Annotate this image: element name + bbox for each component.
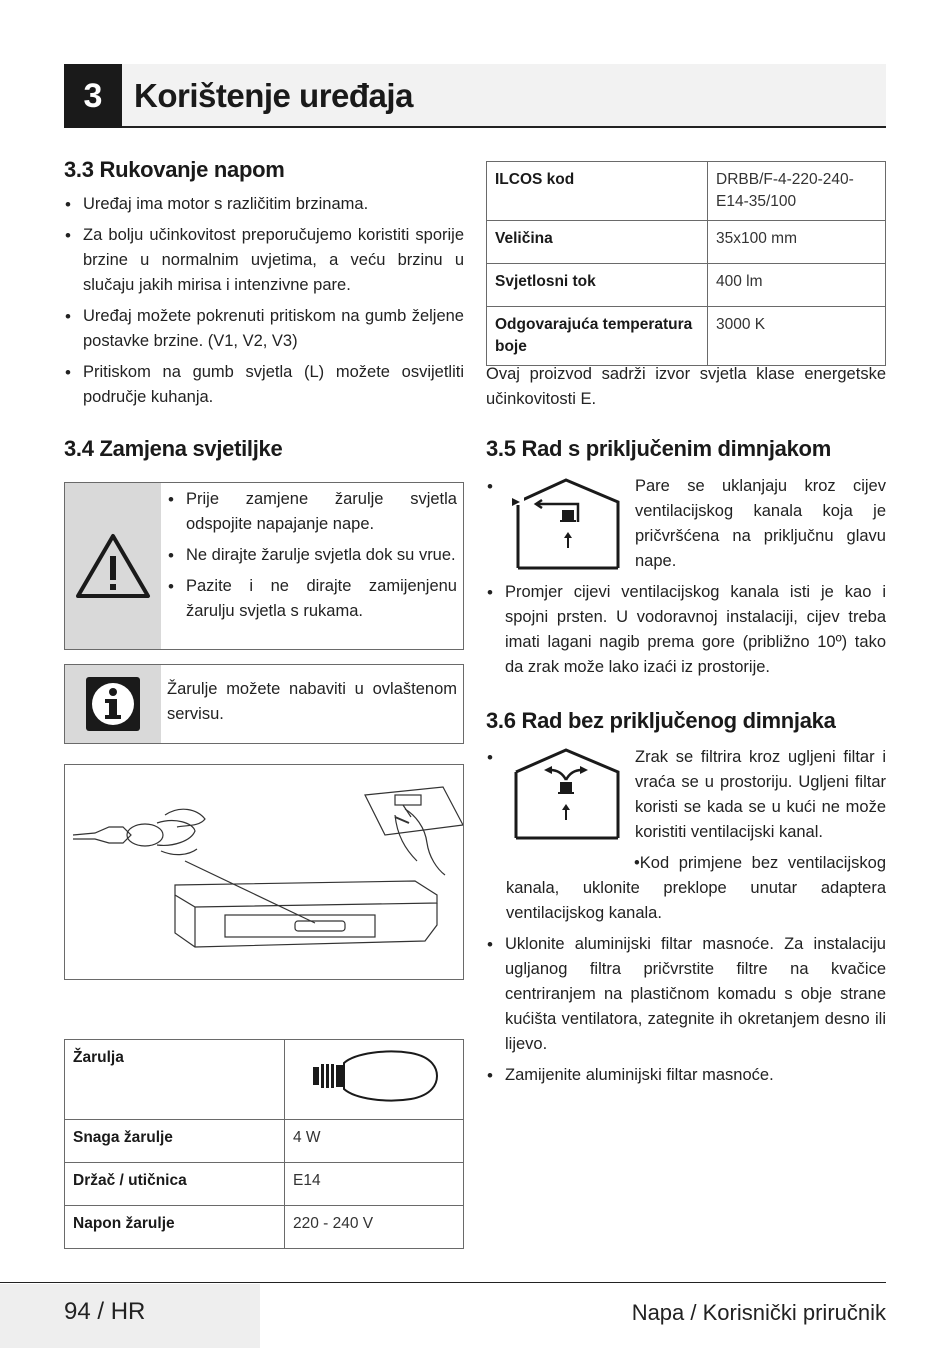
list-item: • Pritiskom na gumb svjetla (L) možete osvijetliti područje kuhanja. <box>64 360 464 410</box>
info-icon <box>65 665 161 743</box>
table-row <box>65 1163 464 1206</box>
bulb-icon <box>309 1047 439 1105</box>
table-key: Držač / utičnica <box>65 1163 285 1206</box>
table-value: 3000 K <box>708 307 886 366</box>
recirculation-mode-intro: Zrak se filtrira kroz ugljeni filtar i vraća se u prostoriju. Ugljeni filtar koristi se kada se u kući ne može koristiti ventilacijski kanal. <box>635 748 886 841</box>
list-item: • Promjer cijevi ventilacijskog kanala isti je kao i spojni prsten. U vodoravnoj instalaciji, cijev treba imati lagani nagib prema gore (približno 10º) tako da zrak može lako izaći iz prostorije. <box>486 580 886 680</box>
recirculation-mode-diagram <box>506 746 624 840</box>
ducted-mode-intro: Pare se uklanjaju kroz cijev ventilacijskog kanala koja je pričvršćena na priključnu glavu nape. <box>635 477 886 570</box>
chapter-number: 3 <box>64 64 122 128</box>
list-item: • Pazite i ne dirajte zamijenjenu žarulju svjetla s rukama. <box>167 574 457 624</box>
bulb-spec-table <box>64 1039 464 1249</box>
bulb-icon-cell <box>285 1040 464 1120</box>
table-row <box>487 221 886 264</box>
table-key: Svjetlosni tok <box>487 264 708 307</box>
info-box <box>64 664 464 744</box>
list-item: • Prije zamjene žarulje svjetla odspojite napajanje nape. <box>167 487 457 537</box>
table-value: 220 - 240 V <box>285 1206 464 1249</box>
table-row <box>487 307 886 366</box>
table-key: Veličina <box>487 221 708 264</box>
table-value: 4 W <box>285 1120 464 1163</box>
page-number: 94 / HR <box>64 1298 146 1325</box>
section-3-5-heading: 3.5 Rad s priključenim dimnjakom <box>486 436 831 461</box>
warning-icon <box>65 483 161 649</box>
recirculation-mode-intro-2 <box>506 851 886 926</box>
table-key: Odgovarajuća temperatura boje <box>487 307 708 366</box>
energy-class-note: Ovaj proizvod sadrži izvor svjetla klase energetske učinkovitosti E. <box>486 365 886 408</box>
table-value: 400 lm <box>708 264 886 307</box>
bullet-marker: • <box>487 477 493 496</box>
section-3-3-heading: 3.3 Rukovanje napom <box>64 157 285 182</box>
intro-2-text: Kod primjene bez ventilacijskog kanala, uklonite preklope unutar adaptera ventilacijskog kanala. <box>506 854 886 922</box>
chapter-title: Korištenje uređaja <box>134 77 413 114</box>
info-text: Žarulje možete nabaviti u ovlaštenom servisu. <box>167 680 457 723</box>
bullet-marker: • <box>634 854 640 872</box>
table-key: Napon žarulje <box>65 1206 285 1249</box>
table-key: ILCOS kod <box>487 162 708 221</box>
table-row <box>65 1120 464 1163</box>
table-row <box>65 1040 464 1120</box>
lamp-replacement-illustration <box>64 764 464 980</box>
table-row <box>65 1206 464 1249</box>
section-3-4-heading: 3.4 Zamjena svjetiljke <box>64 436 283 461</box>
table-value: 35x100 mm <box>708 221 886 264</box>
section-3-6-heading: 3.6 Rad bez priključenog dimnjaka <box>486 708 836 733</box>
ilcos-spec-table <box>486 161 886 366</box>
ducted-mode-diagram <box>506 476 624 570</box>
table-key: Žarulja <box>65 1040 285 1120</box>
warning-list <box>167 487 457 624</box>
warning-box <box>64 482 464 650</box>
list-item: • Ne dirajte žarulje svjetla dok su vrue. <box>167 543 457 568</box>
list-item: • Uklonite aluminijski filtar masnoće. Za instalaciju ugljanog filtra pričvrstite filtre na kvačice centriranjem na plastičnom komadu s obje strane kućišta ventilatora, zategnite ih okretanjem desno ili lijevo. <box>486 932 886 1057</box>
table-row <box>487 162 886 221</box>
section-3-5-list <box>486 580 886 686</box>
table-key: Snaga žarulje <box>65 1120 285 1163</box>
list-item: • Za bolju učinkovitost preporučujemo koristiti sporije brzine u normalnim uvjetima, a veću brzinu u slučaju jakih mirisa i intenzivne pare. <box>64 223 464 298</box>
table-row <box>487 264 886 307</box>
table-value: E14 <box>285 1163 464 1206</box>
footer-divider <box>0 1282 886 1283</box>
table-value: DRBB/F-4-220-240-E14-35/100 <box>708 162 886 221</box>
section-3-6-list <box>486 932 886 1094</box>
list-item: • Uređaj ima motor s različitim brzinama. <box>64 192 464 217</box>
list-item: • Uređaj možete pokrenuti pritiskom na gumb željene postavke brzine. (V1, V2, V3) <box>64 304 464 354</box>
footer-title: Napa / Korisnički priručnik <box>631 1300 886 1325</box>
list-item: • Zamijenite aluminijski filtar masnoće. <box>486 1063 886 1088</box>
bullet-marker: • <box>487 748 493 767</box>
section-3-3-list <box>64 192 464 416</box>
